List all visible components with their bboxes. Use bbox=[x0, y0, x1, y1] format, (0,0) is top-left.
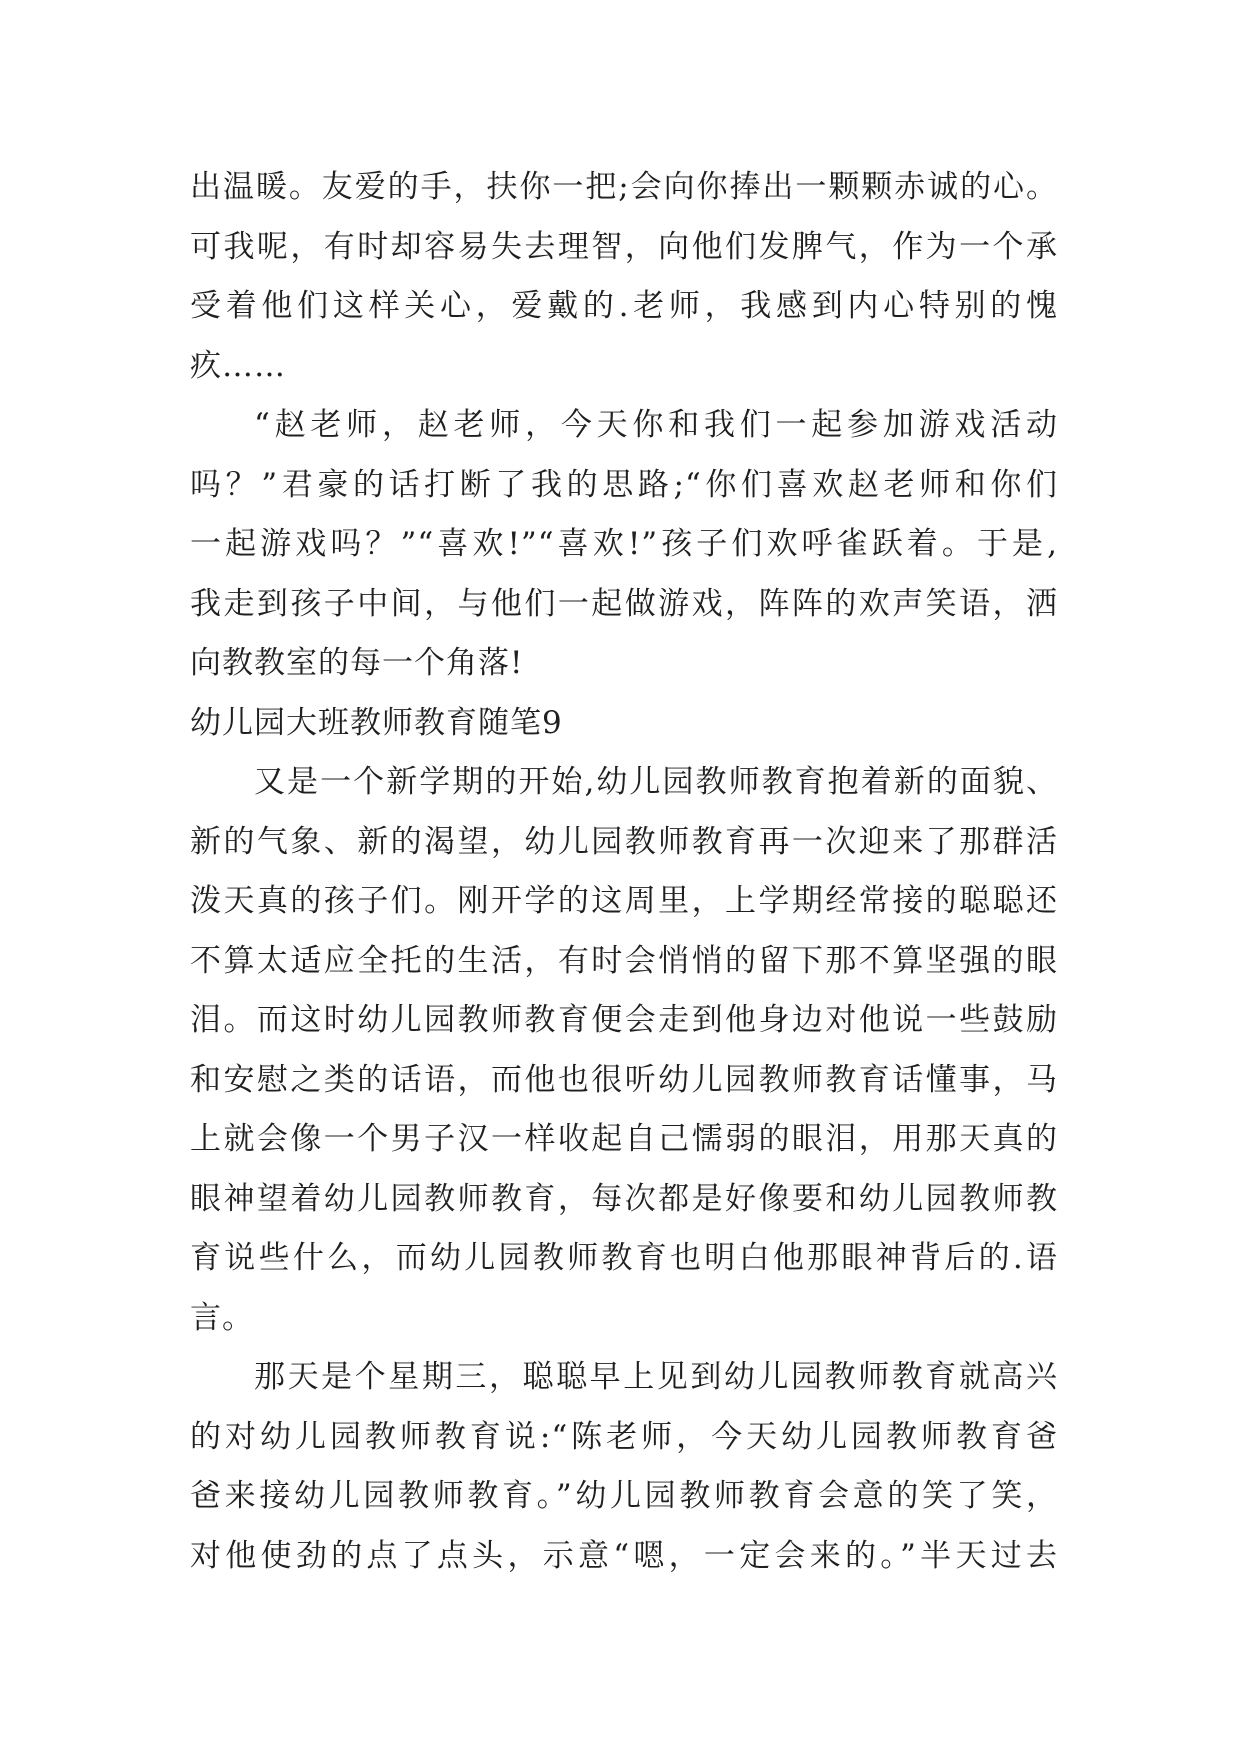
text-line: 不算太适应全托的生活，有时会悄悄的留下那不算坚强的眼 bbox=[190, 942, 1058, 979]
text-line: 育说些什么，而幼儿园教师教育也明白他那眼神背后的.语 bbox=[190, 1240, 1058, 1276]
text-line: 受着他们这样关心，爱戴的.老师，我感到内心特别的愧 bbox=[190, 288, 1058, 324]
paragraph bbox=[190, 158, 1058, 396]
paragraph bbox=[190, 753, 1058, 1348]
text-line: 那天是个星期三，聪聪早上见到幼儿园教师教育就高兴 bbox=[254, 1359, 1058, 1395]
text-line: 上就会像一个男子汉一样收起自己懦弱的眼泪，用那天真的 bbox=[190, 1121, 1058, 1157]
text-line: 又是一个新学期的开始,幼儿园教师教育抱着新的面貌、 bbox=[254, 764, 1058, 800]
text-line: 疚…… bbox=[190, 347, 286, 384]
text-line: 爸来接幼儿园教师教育。”幼儿园教师教育会意的笑了笑， bbox=[190, 1478, 1058, 1514]
text-line: 出温暖。友爱的手，扶你一把;会向你捧出一颗颗赤诚的心。 bbox=[190, 169, 1058, 205]
text-line: 泼天真的孩子们。刚开学的这周里，上学期经常接的聪聪还 bbox=[190, 883, 1058, 919]
text-line: 可我呢，有时却容易失去理智，向他们发脾气，作为一个承 bbox=[190, 228, 1058, 265]
text-line: 泪。而这时幼儿园教师教育便会走到他身边对他说一些鼓励 bbox=[190, 1002, 1058, 1038]
text-line: 言。 bbox=[190, 1299, 254, 1336]
paragraph bbox=[190, 396, 1058, 694]
text-line: 的对幼儿园教师教育说:“陈老师，今天幼儿园教师教育爸 bbox=[190, 1418, 1058, 1455]
text-line: 我走到孩子中间，与他们一起做游戏，阵阵的欢声笑语，洒 bbox=[190, 585, 1058, 622]
text-line: 新的气象、新的渴望，幼儿园教师教育再一次迎来了那群活 bbox=[190, 823, 1058, 860]
section-heading: 幼儿园大班教师教育随笔9 bbox=[190, 704, 563, 741]
text-line: 向教教室的每一个角落! bbox=[190, 645, 524, 681]
text-line: 一起游戏吗？”“喜欢!”“喜欢!”孩子们欢呼雀跃着。于是, bbox=[190, 526, 1058, 562]
text-line: 眼神望着幼儿园教师教育，每次都是好像要和幼儿园教师教 bbox=[190, 1180, 1058, 1217]
paragraph bbox=[190, 1348, 1058, 1586]
document-body bbox=[190, 158, 1058, 1586]
text-line: 吗？”君豪的话打断了我的思路;“你们喜欢赵老师和你们 bbox=[190, 466, 1058, 503]
text-line: “赵老师，赵老师，今天你和我们一起参加游戏活动 bbox=[254, 407, 1058, 443]
text-line: 对他使劲的点了点头，示意“嗯，一定会来的。”半天过去 bbox=[190, 1537, 1058, 1574]
text-line: 和安慰之类的话语，而他也很听幼儿园教师教育话懂事，马 bbox=[190, 1061, 1058, 1098]
